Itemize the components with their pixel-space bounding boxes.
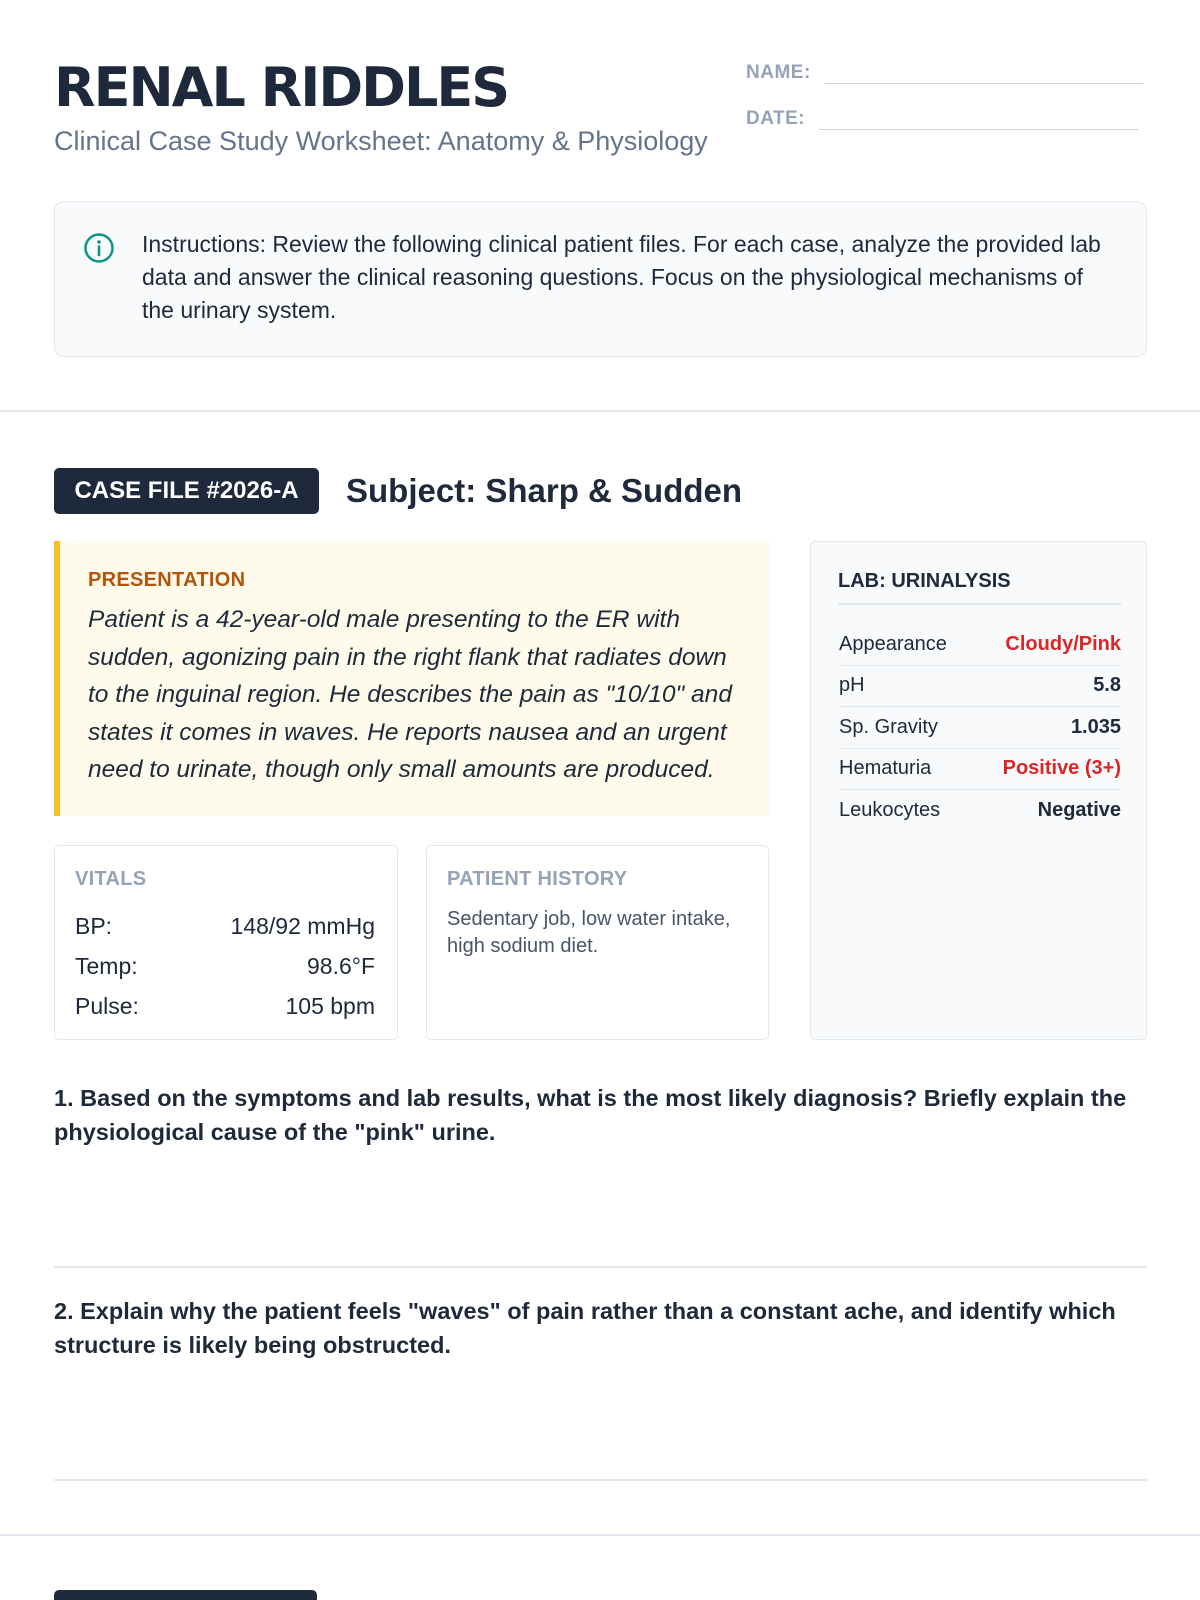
vital-key: BP: [75,913,113,939]
history-label: PATIENT HISTORY [447,868,628,890]
vital-row [75,906,375,946]
lab-title: LAB: URINALYSIS [838,570,1011,592]
question-1: 1. Based on the symptoms and lab results, what is the most likely diagnosis? Briefly explain the physiological cause of the "pink" urine. [54,1085,1127,1145]
vital-value: 148/92 mmHg [230,913,375,939]
date-input-line[interactable] [819,108,1139,130]
vital-key: Pulse: [75,993,139,1019]
lab-key: pH [839,674,865,697]
answer-line-1[interactable] [54,1266,1147,1268]
lab-key: Leukocytes [839,799,941,822]
name-label: NAME: [746,62,811,83]
name-field[interactable] [746,62,1143,84]
date-label: DATE: [746,108,806,129]
vital-value: 105 bpm [285,993,375,1019]
case-file-badge: CASE FILE #2026-A [54,468,319,514]
vitals-box [54,845,398,1040]
vital-key: Temp: [75,953,138,979]
presentation-box [54,541,769,816]
instructions-text: Instructions: Review the following clinical patient files. For each case, analyze the provided lab data and answer the clinical reasoning questions. Focus on the physiological mechanisms of the urinary system. [142,231,1101,323]
vitals-list [75,906,375,1026]
history-text: Sedentary job, low water intake, high sodium diet. [447,908,731,957]
lab-results-table [839,624,1121,832]
vital-row [75,946,375,986]
question-2: 2. Explain why the patient feels "waves" of pain rather than a constant ache, and identify which structure is likely being obstructed. [54,1298,1116,1358]
lab-value: Negative [1037,799,1121,822]
date-field[interactable] [746,108,1139,130]
instructions-box [54,201,1147,357]
vital-row [75,986,375,1026]
presentation-label: PRESENTATION [88,569,246,591]
lab-value: 1.035 [1070,715,1121,738]
lab-row [839,707,1121,749]
presentation-text: Patient is a 42-year-old male presenting to the ER with sudden, agonizing pain in the right flank that radiates down to the inguinal region. He describes the pain as "10/10" and states it comes in waves. He reports nausea and an urgent need to urinate, though only small amounts are produced. [88,606,732,783]
lab-value: Positive (3+) [1002,757,1121,780]
next-case-badge [54,1590,317,1600]
lab-row [839,666,1121,708]
lab-key: Hematuria [839,757,932,780]
vitals-label: VITALS [75,868,147,890]
section-divider [0,1534,1200,1536]
name-input-line[interactable] [825,62,1143,84]
lab-key: Sp. Gravity [839,715,938,738]
answer-line-2[interactable] [54,1479,1147,1481]
vital-value: 98.6°F [306,953,375,979]
case-subject: Subject: Sharp & Sudden [346,472,743,509]
worksheet-title: RENAL RIDDLES [54,56,509,119]
lab-value: Cloudy/Pink [1005,632,1121,655]
lab-urinalysis-panel [810,541,1147,1040]
lab-row [839,749,1121,791]
section-divider [0,410,1200,412]
lab-title-divider [838,603,1121,605]
patient-history-box [426,845,769,1040]
lab-key: Appearance [839,632,947,655]
lab-row [839,624,1121,666]
worksheet-subtitle: Clinical Case Study Worksheet: Anatomy & Physiology [54,126,708,156]
info-icon [83,232,115,264]
lab-row [839,790,1121,832]
lab-value: 5.8 [1093,674,1121,697]
